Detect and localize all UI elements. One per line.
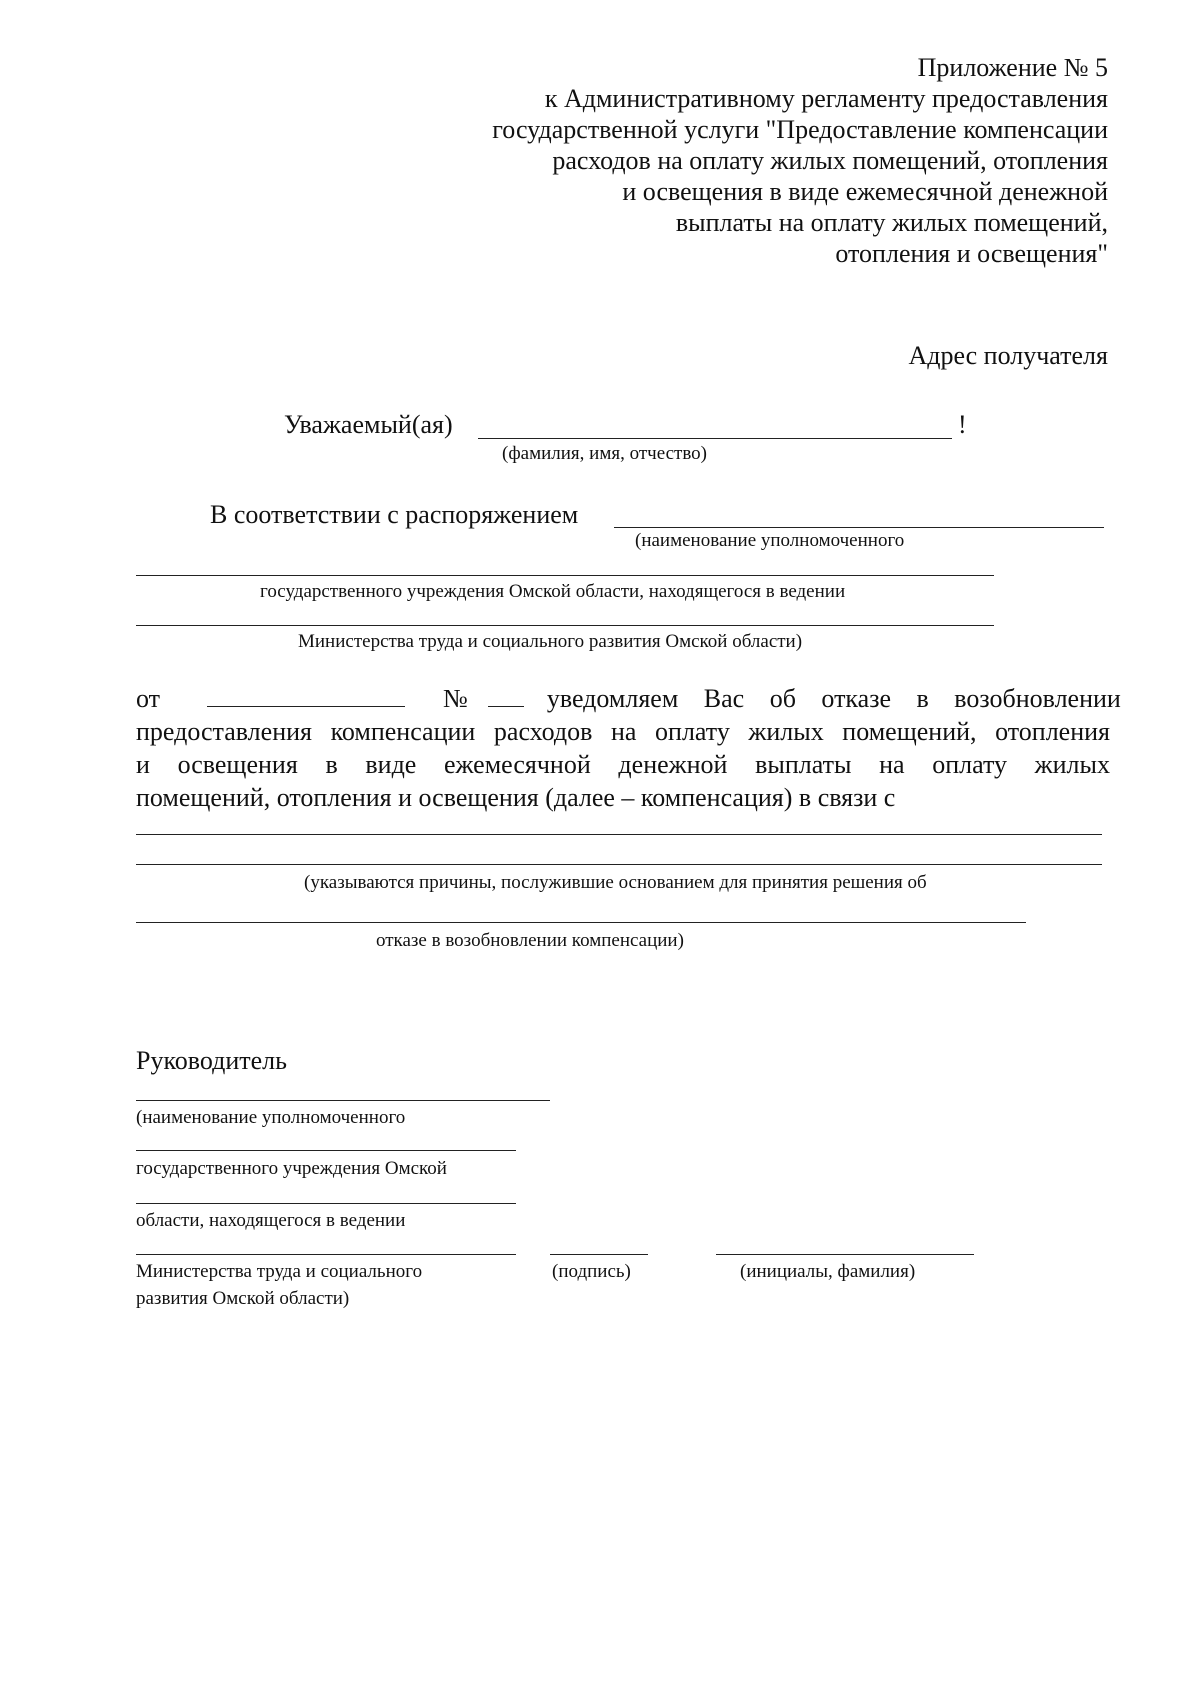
order-line-2 [136, 575, 994, 576]
appendix-line: отопления и освещения" [835, 239, 1108, 268]
appendix-line: и освещения в виде ежемесячной денежной [622, 177, 1108, 206]
org-hint-5: развития Омской области) [136, 1288, 350, 1309]
notice-line-1-text: уведомляем Вас об отказе в возобновлении [546, 684, 1121, 713]
notice-line-4: помещений, отопления и освещения (далее – компенсация) в связи с [136, 783, 896, 812]
order-intro: В соответствии с распоряжением [210, 500, 579, 529]
org-line-4 [136, 1254, 516, 1255]
signature-hint: (подпись) [552, 1261, 631, 1282]
reason-hint-1: (указываются причины, послужившие основанием для принятия решения об [304, 872, 927, 893]
notice-line-1 [136, 682, 1121, 715]
org-hint-1: (наименование уполномоченного [136, 1107, 406, 1128]
appendix-line: к Административному регламенту предоставления [544, 84, 1108, 113]
greeting-label: Уважаемый(ая) [284, 410, 453, 439]
greeting-name-line [478, 438, 952, 439]
order-hint-2: государственного учреждения Омской области, находящегося в ведении [260, 581, 846, 602]
org-line-2 [136, 1150, 516, 1151]
reason-hint-2: отказе в возобновлении компенсации) [376, 930, 684, 951]
order-line-1 [614, 527, 1104, 528]
appendix-line: государственной услуги "Предоставление компенсации [492, 115, 1108, 144]
reason-line-2 [136, 864, 1102, 865]
appendix-header [492, 52, 1108, 269]
org-hint-2: государственного учреждения Омской [136, 1158, 447, 1179]
greeting-hint: (фамилия, имя, отчество) [502, 443, 708, 464]
order-hint-1: (наименование уполномоченного [635, 530, 905, 551]
notice-paragraph [136, 682, 1121, 814]
org-line-1 [136, 1100, 550, 1101]
appendix-number: Приложение № 5 [917, 53, 1108, 82]
org-line-3 [136, 1203, 516, 1204]
order-line-3 [136, 625, 994, 626]
notice-line-3: и освещения в виде ежемесячной денежной выплаты на оплату жилых [136, 750, 1110, 779]
number-blank [488, 684, 524, 707]
reason-line-3 [136, 922, 1026, 923]
initials-line [716, 1254, 974, 1255]
org-hint-4: Министерства труда и социального [136, 1261, 423, 1282]
date-blank [207, 684, 405, 707]
signatory-title: Руководитель [136, 1046, 287, 1075]
initials-hint: (инициалы, фамилия) [740, 1261, 916, 1282]
greeting-exclamation: ! [958, 410, 967, 439]
from-label: от [136, 684, 161, 713]
org-hint-3: области, находящегося в ведении [136, 1210, 406, 1231]
appendix-line: выплаты на оплату жилых помещений, [675, 208, 1108, 237]
signature-line [550, 1254, 648, 1255]
reason-line-1 [136, 834, 1102, 835]
number-sign: № [443, 684, 468, 713]
order-hint-3: Министерства труда и социального развития Омской области) [298, 631, 803, 652]
appendix-line: расходов на оплату жилых помещений, отопления [552, 146, 1108, 175]
recipient-address: Адрес получателя [908, 341, 1108, 370]
notice-line-2: предоставления компенсации расходов на оплату жилых помещений, отопления [136, 717, 1110, 746]
